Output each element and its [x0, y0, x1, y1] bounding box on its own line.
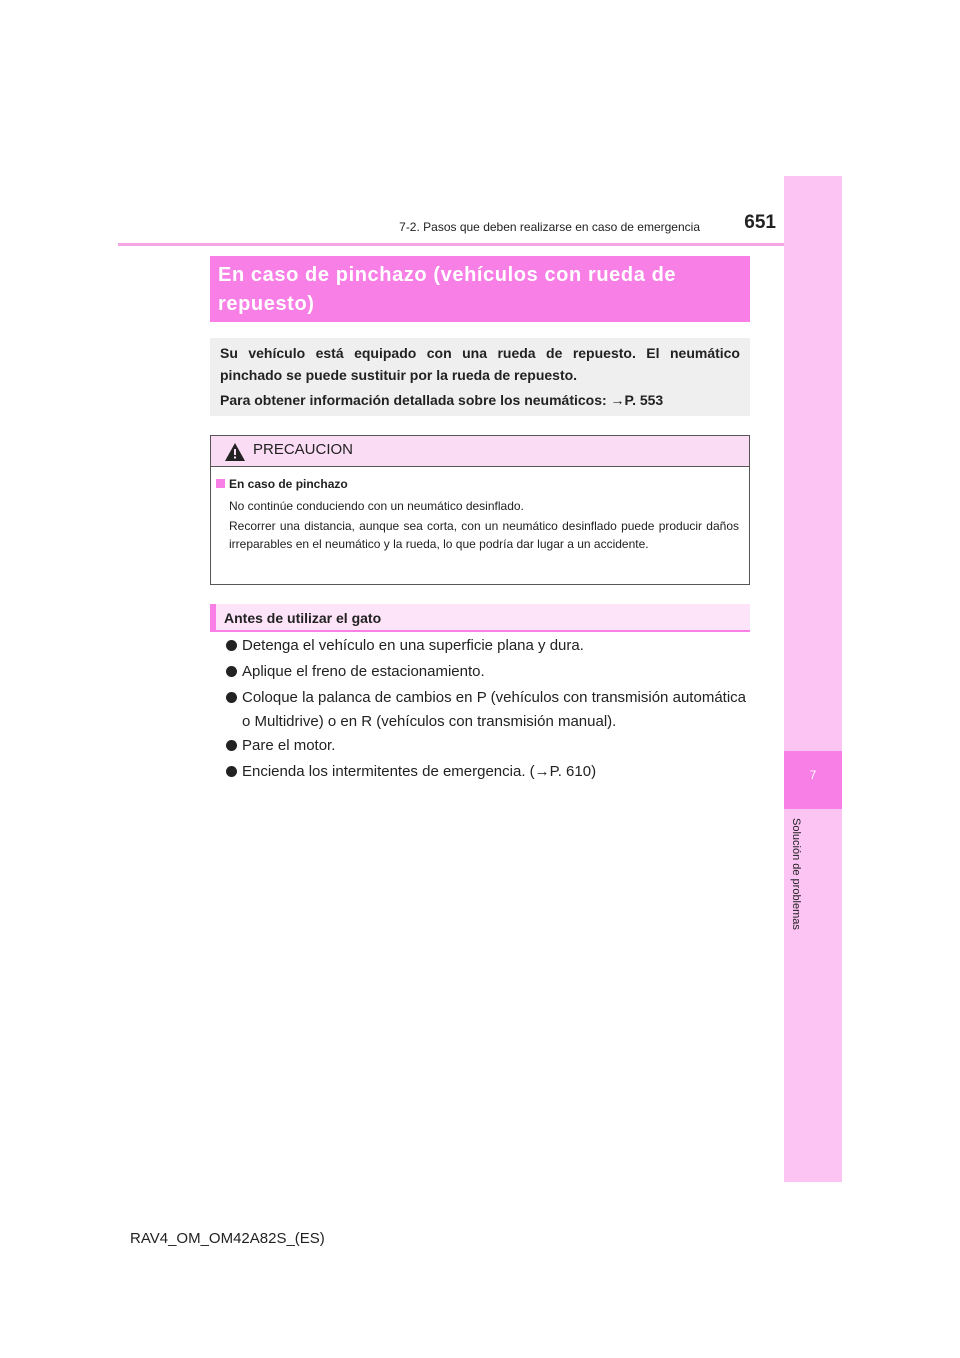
header-divider	[118, 243, 842, 246]
caution-title: PRECAUCION	[253, 441, 354, 458]
section-title: En caso de pinchazo (vehículos con rueda de repuesto)	[218, 264, 677, 315]
running-header-section: 7-2. Pasos que deben realizarse en caso de emergencia	[399, 220, 700, 234]
document-code: RAV4_OM_OM42A82S_(ES)	[130, 1230, 325, 1247]
list-item: Detenga el vehículo en una superficie plana y dura.	[242, 637, 584, 654]
chapter-label: Solución de problemas	[790, 818, 802, 930]
list-item: Encienda los intermitentes de emergencia. (→P. 610)	[242, 763, 597, 780]
intro-paragraph: Su vehículo está equipado con una rueda de repuesto. El neumático pinchado se puede sustituir por la rueda de repuesto.	[220, 345, 740, 383]
caution-square-bullet-icon	[216, 479, 225, 488]
intro-reference: Para obtener información detallada sobre los neumáticos: →P. 553	[220, 392, 664, 408]
list-item: Coloque la palanca de cambios en P (vehículos con transmisión automática o Multidrive) o en R (vehículos con transmisión manual).	[242, 689, 746, 730]
list-item: Aplique el freno de estacionamiento.	[242, 663, 485, 680]
list-bullet-icon	[226, 640, 237, 651]
page-number: 651	[744, 212, 776, 233]
chapter-number: 7	[809, 768, 817, 782]
caution-text-line: No continúe conduciendo con un neumático desinflado.	[229, 499, 524, 513]
chapter-sidebar	[784, 176, 842, 1182]
subheading-accent	[210, 604, 216, 632]
list-bullet-icon	[226, 766, 237, 777]
caution-text-paragraph: Recorrer una distancia, aunque sea corta, con un neumático desinflado puede producir daños irreparables en el neumático y la rueda, lo que podría dar lugar a un accidente.	[229, 519, 739, 551]
list-bullet-icon	[226, 666, 237, 677]
list-bullet-icon	[226, 740, 237, 751]
list-item: Pare el motor.	[242, 737, 336, 754]
subheading: Antes de utilizar el gato	[224, 610, 382, 626]
list-bullet-icon	[226, 692, 237, 703]
caution-subheading: En caso de pinchazo	[229, 477, 348, 491]
warning-triangle-icon	[224, 442, 246, 462]
